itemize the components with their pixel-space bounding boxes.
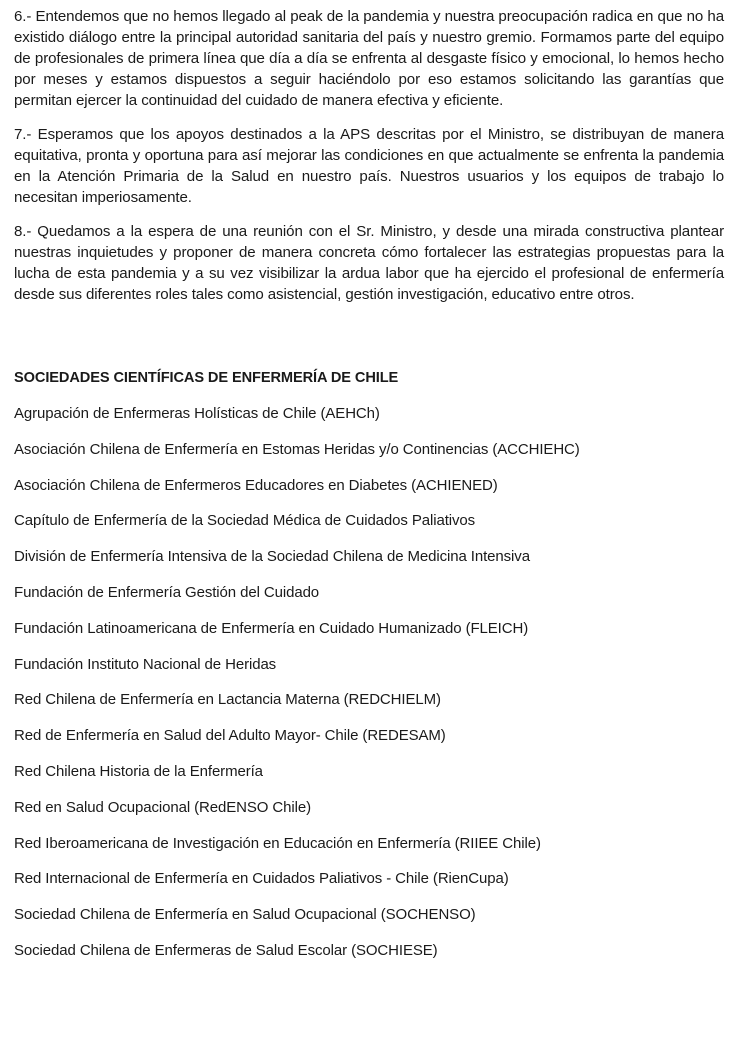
- document-page: [14, 6, 724, 977]
- list-item: Asociación Chilena de Enfermería en Estomas Heridas y/o Continencias (ACCHIEHC): [14, 440, 580, 458]
- section-heading: SOCIEDADES CIENTÍFICAS DE ENFERMERÍA DE CHILE: [14, 370, 399, 386]
- list-item: División de Enfermería Intensiva de la Sociedad Chilena de Medicina Intensiva: [14, 548, 530, 566]
- list-item: Capítulo de Enfermería de la Sociedad Médica de Cuidados Paliativos: [14, 512, 476, 530]
- list-item: Red Iberoamericana de Investigación en Educación en Enfermería (RIIEE Chile): [14, 834, 541, 852]
- list-item: Asociación Chilena de Enfermeros Educadores en Diabetes (ACHIENED): [14, 476, 498, 494]
- list-item: Red de Enfermería en Salud del Adulto Mayor- Chile (REDESAM): [14, 727, 446, 745]
- list-item: Red Chilena de Enfermería en Lactancia Materna (REDCHIELM): [14, 691, 441, 709]
- list-item: Red Internacional de Enfermería en Cuidados Paliativos - Chile (RienCupa): [14, 870, 509, 888]
- organization-list: [14, 404, 724, 961]
- paragraph-7: 7.- Esperamos que los apoyos destinados a la APS descritas por el Ministro, se distribuyan de manera equitativa, pronta y oportuna para así mejorar las condiciones en que actualmente se enfrenta la pandemia en la Atención Primaria de la Salud en nuestro país. Nuestros usuarios y los equipos de trabajo lo necesitan imperiosamente.: [14, 126, 724, 206]
- list-item: Fundación Latinoamericana de Enfermería en Cuidado Humanizado (FLEICH): [14, 619, 529, 637]
- list-item: Sociedad Chilena de Enfermería en Salud Ocupacional (SOCHENSO): [14, 906, 476, 924]
- list-item: Fundación Instituto Nacional de Heridas: [14, 655, 277, 673]
- list-item: Red en Salud Ocupacional (RedENSO Chile): [14, 798, 311, 816]
- paragraph-8: 8.- Quedamos a la espera de una reunión con el Sr. Ministro, y desde una mirada constructiva plantear nuestras inquietudes y proponer de manera concreta cómo fortalecer las estrategias propuestas para la lucha de esta pandemia y a su vez visibilizar la ardua labor que ha ejercido el profesional de enfermería desde sus diferentes roles tales como asistencial, gestión investigación, educativo entre otros.: [14, 223, 724, 303]
- paragraph-6: 6.- Entendemos que no hemos llegado al peak de la pandemia y nuestra preocupación radica en que no ha existido diálogo entre la principal autoridad sanitaria del país y nuestro gremio. Formamos parte del equipo de profesionales de primera línea que día a día se enfrenta al desgaste físico y emocional, lo hemos hecho por meses y estamos dispuestos a seguir haciéndolo por eso estamos solicitando las garantías que permitan ejercer la continuidad del cuidado de manera efectiva y eficiente.: [14, 8, 724, 109]
- list-item: Agrupación de Enfermeras Holísticas de Chile (AEHCh): [14, 405, 380, 422]
- list-item: Sociedad Chilena de Enfermeras de Salud Escolar (SOCHIESE): [14, 941, 438, 959]
- list-item: Fundación de Enfermería Gestión del Cuidado: [14, 583, 320, 601]
- section-spacer: [14, 318, 724, 368]
- list-item: Red Chilena Historia de la Enfermería: [14, 762, 263, 780]
